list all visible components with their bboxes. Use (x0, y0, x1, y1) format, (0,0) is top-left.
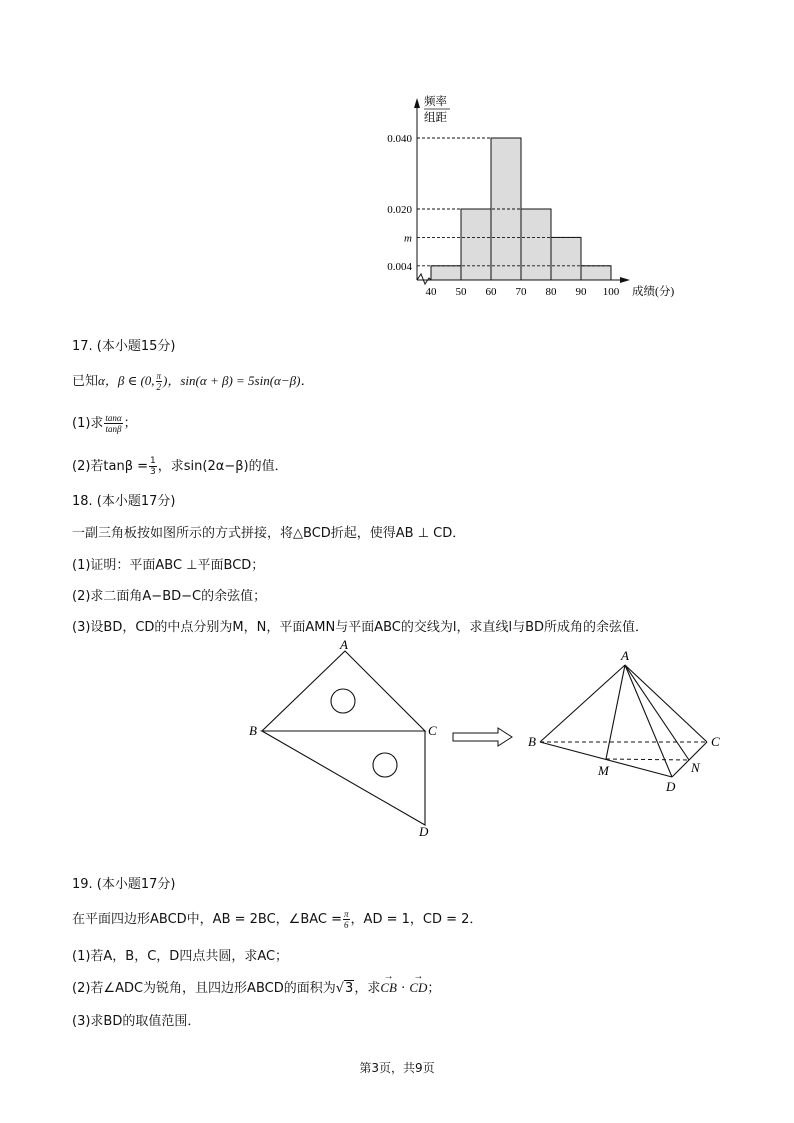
q17-p2-suffix: ，求sin(2α−β)的值． (157, 459, 288, 474)
y-axis-label-bottom: 组距 (424, 112, 447, 124)
q19-stem (72, 908, 482, 930)
histogram-bar (581, 266, 611, 280)
ruler-hole-bottom (373, 753, 397, 777)
axis-break-icon (417, 274, 431, 284)
q19-p2-c: ； (427, 981, 441, 996)
q18-part1: (1)证明：平面ABC ⊥平面BCD； (72, 558, 265, 573)
label-m: M (598, 763, 609, 778)
triangle-abc (262, 651, 425, 731)
y-tick-label: 0.020 (387, 204, 412, 216)
fold-arrow-icon (450, 725, 516, 749)
y-tick-label: 0.040 (387, 133, 412, 145)
q17-beta-interval: ，β ∈ (0, (104, 373, 155, 388)
q19-sqrt3: √3 (335, 981, 354, 996)
histogram-chart (370, 90, 700, 305)
label-n: N (691, 760, 700, 775)
x-tick-label: 100 (602, 286, 620, 298)
x-axis-label: 成绩(分) (632, 286, 675, 298)
label-a: A (340, 637, 348, 652)
q19-part2 (72, 977, 440, 996)
label-c: C (711, 734, 720, 749)
q17-alpha: α (98, 373, 105, 388)
q19-p2-a: (2)若∠ADC为锐角，且四边形ABCD的面积为 (72, 981, 336, 996)
q17-part1 (72, 412, 137, 434)
histogram-bar (521, 209, 551, 280)
q17-p2-prefix: (2)若tanβ = (72, 459, 149, 474)
vector-cb: → CB (380, 980, 397, 996)
page-footer: 第3页，共9页 (359, 1061, 435, 1075)
ruler-hole-top (331, 689, 355, 713)
y-axis-arrow-icon (414, 98, 420, 108)
x-tick-label: 50 (455, 286, 467, 298)
q18-title: 18. (本小题17分) (72, 494, 176, 509)
histogram-bar (551, 237, 581, 280)
q17-title: 17. (本小题15分) (72, 339, 176, 354)
label-a: A (621, 648, 629, 663)
x-tick-label: 90 (575, 286, 587, 298)
y-tick-label: 0.004 (387, 260, 412, 273)
q18-part2: (2)求二面角A−BD−C的余弦值； (72, 589, 267, 604)
q19-stem-b: ，AD = 1，CD = 2． (350, 912, 483, 927)
q17-one-third: $\frac{1}{3}$ (150, 456, 156, 477)
q17-part2 (72, 455, 288, 477)
q17-p1-prefix: (1)求 (72, 416, 104, 431)
q17-given-prefix: 已知 (72, 374, 99, 389)
q19-p2-b: ，求 (354, 981, 381, 996)
y-axis-label-top: 频率 (424, 96, 447, 108)
vector-cd: → CD (409, 980, 427, 996)
label-c: C (428, 723, 437, 738)
q18-stem: 一副三角板按如图所示的方式拼接，将△BCD折起，使得AB ⊥ CD． (72, 526, 466, 541)
x-tick-label: 60 (485, 286, 497, 298)
q19-stem-a: 在平面四边形ABCD中，AB = 2BC，∠BAC = (72, 912, 343, 927)
q19-part1: (1)若A，B，C，D四点共圆，求AC； (72, 949, 289, 964)
x-tick-label: 80 (545, 286, 557, 298)
q19-title: 19. (本小题17分) (72, 877, 176, 892)
x-tick-label: 70 (515, 286, 527, 298)
q18-figure-flat (240, 635, 450, 845)
q19-part3: (3)求BD的取值范围． (72, 1014, 201, 1029)
triangle-bcd (262, 731, 425, 825)
q17-p1-suffix: ； (123, 416, 137, 431)
q17-equation: )，sin(α + β) = 5sin(α−β)． (163, 373, 314, 388)
y-tick-label: m (404, 232, 412, 245)
x-tick-label: 40 (425, 286, 437, 298)
histogram-bar (431, 266, 461, 280)
label-d: D (419, 824, 429, 839)
q19-pi-over-6: $\frac{\pi}{6}$ (344, 909, 349, 930)
x-axis-arrow-icon (620, 277, 630, 283)
label-d: D (666, 779, 676, 794)
q19-dot: · (396, 981, 410, 996)
q18-part3: (3)设BD，CD的中点分别为M，N，平面AMN与平面ABC的交线为l，求直线l与BD所成角的余弦值． (72, 620, 649, 635)
label-b: B (249, 723, 257, 738)
histogram-bar (491, 138, 521, 280)
q17-stem (72, 370, 313, 392)
histogram-bar (461, 209, 491, 280)
q17-pi-over-2: $\frac{\pi}{2}$ (156, 371, 162, 392)
q18-figure-tetrahedron (525, 645, 730, 805)
label-b: B (528, 734, 536, 749)
q17-tan-ratio: $\frac{\tan\alpha}{\tan\beta}$ (105, 413, 122, 434)
